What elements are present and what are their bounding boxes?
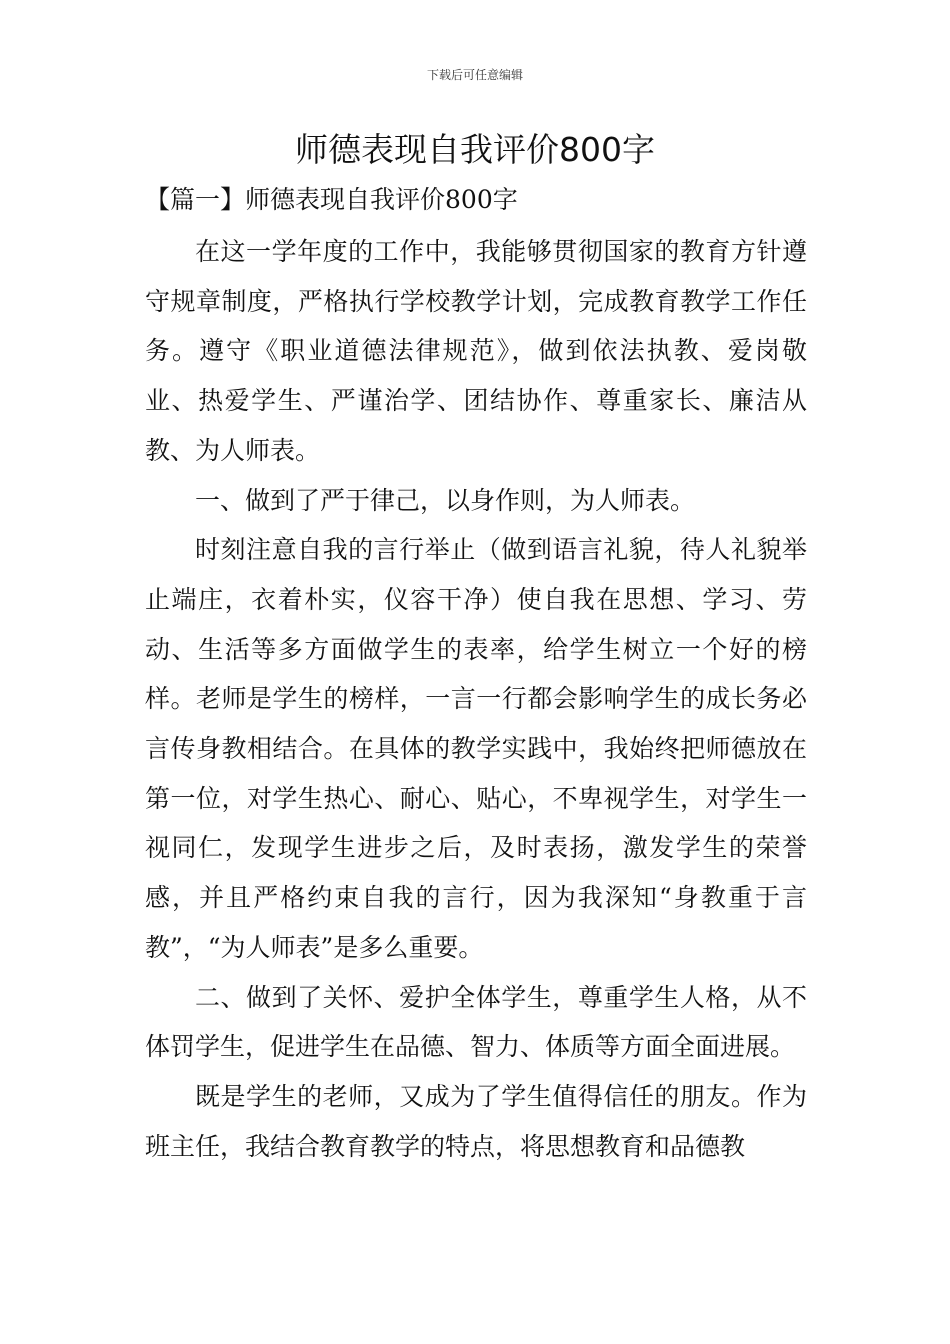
paragraph: 在这一学年度的工作中，我能够贯彻国家的教育方针遵守规章制度，严格执行学校教学计划，完成教育教学工作任务。遵守《职业道德法律规范》，做到依法执教、爱岗敬业、热爱学生、严谨治学、团结协作、尊重家长、廉洁从教、为人师表。: [145, 237, 807, 465]
paragraph: 时刻注意自我的言行举止（做到语言礼貌，待人礼貌举止端庄，衣着朴实，仪容干净）使自我在思想、学习、劳动、生活等多方面做学生的表率，给学生树立一个好的榜样。老师是学生的榜样，一言一行都会影响学生的成长务必言传身教相结合。在具体的教学实践中，我始终把师德放在第一位，对学生热心、耐心、贴心，不卑视学生，对学生一视同仁，发现学生进步之后，及时表扬，激发学生的荣誉感，并且严格约束自我的言行，因为我深知“身教重于言教”，“为人师表”是多么重要。: [145, 535, 807, 962]
body-text: [145, 227, 807, 1171]
section-heading: 【篇一】师德表现自我评价800字: [145, 185, 518, 214]
paragraph: 二、做到了关怀、爱护全体学生，尊重学生人格，从不体罚学生，促进学生在品德、智力、体质等方面全面进展。: [145, 982, 807, 1062]
paragraph: 一、做到了严于律己，以身作则，为人师表。: [195, 485, 696, 515]
header-note: 下载后可任意编辑: [426, 68, 523, 82]
paragraph: 既是学生的老师，又成为了学生值得信任的朋友。作为班主任，我结合教育教学的特点，将思想教育和品德教: [145, 1081, 807, 1161]
document-title: 师德表现自我评价800字: [295, 130, 655, 169]
